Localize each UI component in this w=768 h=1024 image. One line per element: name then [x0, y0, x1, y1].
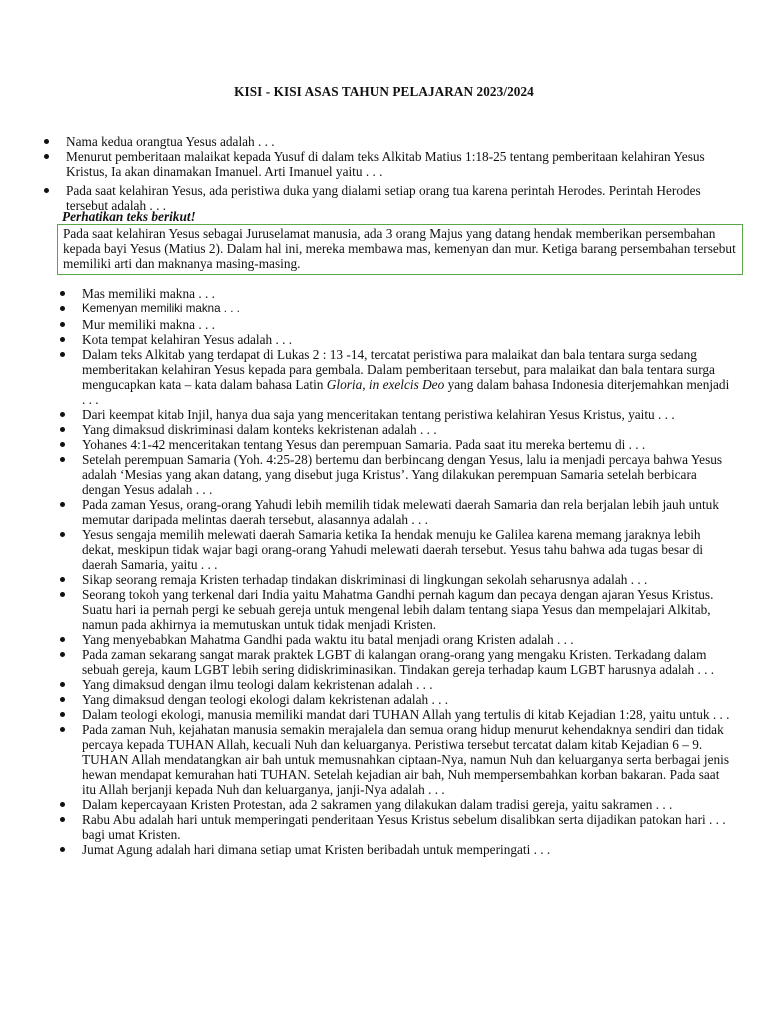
list-item: Seorang tokoh yang terkenal dari India yaitu Mahatma Gandhi pernah kagum dan pecaya dengan ajaran Yesus Kristus. Suatu hari ia pernah pergi ke sebuah gereja untuk mengenal lebih dalam tentang siapa Yesus dan mempelajari Alkitab, namun pada akhirnya ia memutuskan untuk tidak menjadi Kristen. — [82, 587, 734, 632]
intro-question-list — [66, 134, 726, 213]
note-label: Perhatikan teks berikut! — [62, 209, 196, 224]
list-item: Sikap seorang remaja Kristen terhadap tindakan diskriminasi di lingkungan sekolah seharusnya adalah . . . — [82, 572, 734, 587]
list-item: Dalam kepercayaan Kristen Protestan, ada 2 sakramen yang dilakukan dalam tradisi gereja, yaitu sakramen . . . — [82, 797, 734, 812]
document-title: KISI - KISI ASAS TAHUN PELAJARAN 2023/2024 — [234, 84, 534, 99]
list-item: Dari keempat kitab Injil, hanya dua saja yang menceritakan tentang peristiwa kelahiran Yesus Kristus, yaitu . . . — [82, 407, 734, 422]
list-item: Mur memiliki makna . . . — [82, 317, 734, 332]
list-item: Yohanes 4:1-42 menceritakan tentang Yesus dan perempuan Samaria. Pada saat itu mereka bertemu di . . . — [82, 437, 734, 452]
list-item: Mas memiliki makna . . . — [82, 286, 734, 301]
latin-phrase: Gloria, in exelcis Deo — [326, 377, 445, 392]
list-item: Yang dimaksud diskriminasi dalam konteks kekristenan adalah . . . — [82, 422, 734, 437]
note-text-box: Pada saat kelahiran Yesus sebagai Juruselamat manusia, ada 3 orang Majus yang datang hendak memberikan persembahan kepada bayi Yesus (Matius 2). Dalam hal ini, mereka membawa mas, kemenyan dan mur. Ketiga barang persembahan tersebut memiliki arti dan maknanya masing-masing. — [57, 224, 743, 275]
list-item: Jumat Agung adalah hari dimana setiap umat Kristen beribadah untuk memperingati . . . — [82, 842, 734, 857]
question-list — [82, 286, 734, 857]
list-item: Yesus sengaja memilih melewati daerah Samaria ketika Ia hendak menuju ke Galilea karena memang jaraknya lebih dekat, meskipun tidak wajar bagi orang-orang Yahudi melewati daerah tersebut. Yesus tahu bahwa ada tugas besar di daerah Samaria, yaitu . . . — [82, 527, 734, 572]
list-item: Nama kedua orangtua Yesus adalah . . . — [66, 134, 726, 149]
list-item: Pada zaman Nuh, kejahatan manusia semakin merajalela dan semua orang hidup menurut kehendaknya sendiri dan tidak percaya kepada TUHAN Allah, kecuali Nuh dan keluarganya. Peristiwa tersebut tercatat dalam kitab Kejadian 6 – 9. TUHAN Allah mendatangkan air bah untuk memusnahkan ciptaan-Nya, namun Nuh dan keluarganya serta berbagai jenis hewan mendapat kemurahan hati TUHAN. Setelah kejadian air bah, Nuh mempersembahkan korban bakaran. Pada saat itu Allah berjanji kepada Nuh dan keluarganya, janji-Nya adalah . . . — [82, 722, 734, 797]
list-item: Pada zaman sekarang sangat marak praktek LGBT di kalangan orang-orang yang mengaku Kristen. Terkadang dalam sebuah gereja, kaum LGBT lebih sering didiskriminasikan. Tindakan gereja terhadap kaum LGBT harusnya adalah . . . — [82, 647, 734, 677]
list-item: Yang dimaksud dengan ilmu teologi dalam kekristenan adalah . . . — [82, 677, 734, 692]
list-item: Pada saat kelahiran Yesus, ada peristiwa duka yang dialami setiap orang tua karena perintah Herodes. Perintah Herodes tersebut adalah . . . — [66, 183, 726, 213]
list-item: Kemenyan memiliki makna . . . — [82, 301, 734, 316]
list-item: Setelah perempuan Samaria (Yoh. 4:25-28) bertemu dan berbincang dengan Yesus, lalu ia menjadi percaya bahwa Yesus adalah ‘Mesias yang akan datang, yang disebut juga Kristus’. Yang dilakukan perempuan Samaria setelah berbicara dengan Yesus adalah . . . — [82, 452, 734, 497]
list-item: Yang menyebabkan Mahatma Gandhi pada waktu itu batal menjadi orang Kristen adalah . . . — [82, 632, 734, 647]
list-item: Pada zaman Yesus, orang-orang Yahudi lebih memilih tidak melewati daerah Samaria dan rela berjalan lebih jauh untuk memutar daripada melintas daerah tersebut, alasannya adalah . . . — [82, 497, 734, 527]
list-item: Kota tempat kelahiran Yesus adalah . . . — [82, 332, 734, 347]
list-item: Rabu Abu adalah hari untuk memperingati penderitaan Yesus Kristus sebelum disalibkan serta dijadikan patokan hari . . . bagi umat Kristen. — [82, 812, 734, 842]
item-text-tail: yang dalam bahasa Indonesia diterjemahkan menjadi . . . — [82, 377, 730, 407]
list-item: Menurut pemberitaan malaikat kepada Yusuf di dalam teks Alkitab Matius 1:18-25 tentang pemberitaan kelahiran Yesus Kristus, Ia akan dinamakan Imanuel. Arti Imanuel yaitu . . . — [66, 149, 726, 179]
list-item: Dalam teologi ekologi, manusia memiliki mandat dari TUHAN Allah yang tertulis di kitab Kejadian 1:28, yaitu untuk . . . — [82, 707, 734, 722]
list-item: Yang dimaksud dengan teologi ekologi dalam kekristenan adalah . . . — [82, 692, 734, 707]
list-item — [82, 347, 734, 407]
item-text: Dalam teks Alkitab yang terdapat di Lukas 2 : 13 -14, tercatat peristiwa para malaikat dan bala tentara surga sedang memberitakan kelahiran Yesus kepada para gembala. Dalam pemberitaan tersebut, para malaikat dan bala tentara surga mengucapkan kata – kata dalam bahasa Latin — [82, 347, 715, 392]
